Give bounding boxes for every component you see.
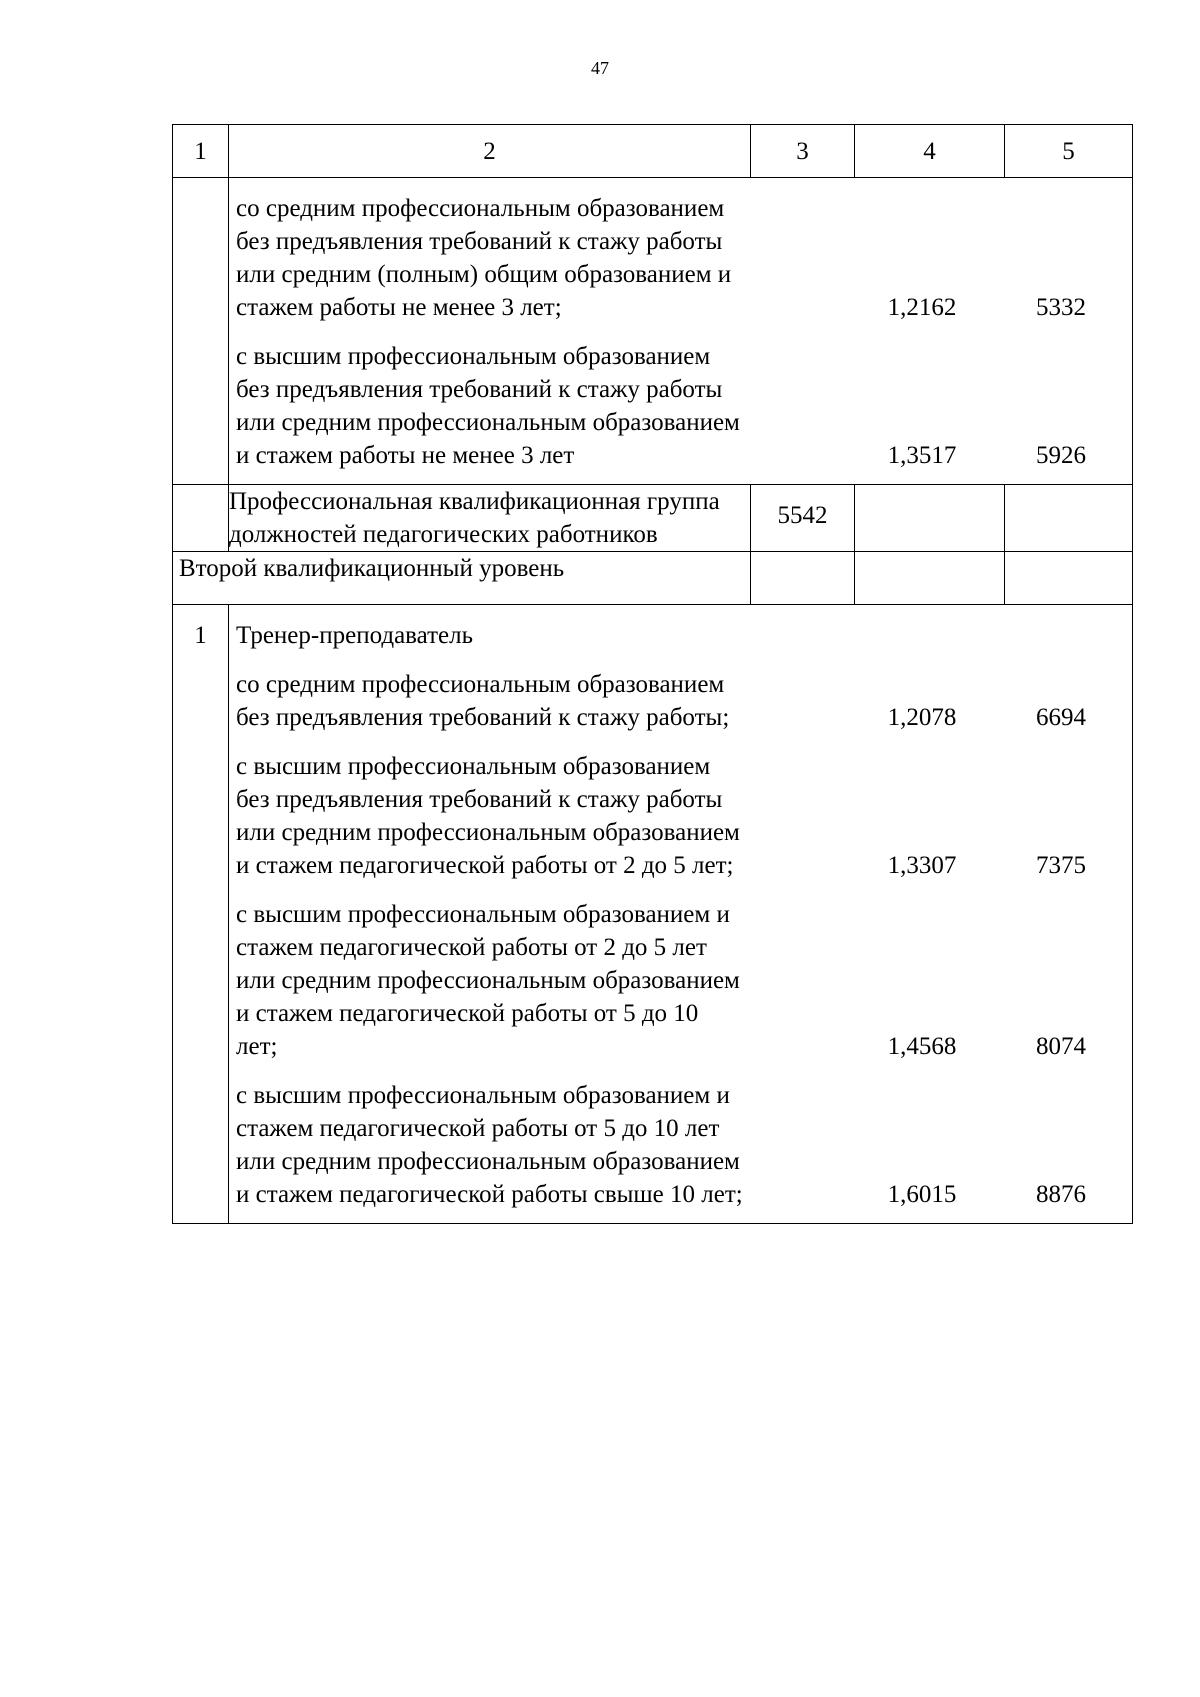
header-cell: 2 bbox=[229, 125, 751, 178]
empty-cell bbox=[1005, 552, 1133, 605]
qualification-text: с высшим профессиональным образованием и стажем педагогической работы от 2 до 5 лет или средним профессиональным образованием и стажем педагогической работы от 5 до 10 лет; bbox=[236, 901, 740, 1060]
salary-table bbox=[172, 124, 1133, 1224]
list-item bbox=[236, 750, 1124, 882]
salary-value: 8876 bbox=[1036, 1181, 1086, 1208]
entries-cell bbox=[229, 178, 1133, 485]
header-cell: 1 bbox=[173, 125, 229, 178]
table-row bbox=[173, 552, 1133, 605]
list-item bbox=[236, 340, 1124, 472]
table-row bbox=[173, 178, 1133, 485]
row-number-cell bbox=[173, 485, 229, 552]
table-row bbox=[173, 485, 1133, 552]
salary-value: 8074 bbox=[1036, 1033, 1086, 1060]
coefficient-value: 1,6015 bbox=[887, 1181, 957, 1208]
entries-cell bbox=[229, 605, 1133, 1224]
list-item bbox=[236, 668, 1124, 734]
header-cell: 4 bbox=[855, 125, 1005, 178]
header-cell: 5 bbox=[1005, 125, 1133, 178]
qualification-text: с высшим профессиональным образованием без предъявления требований к стажу работы или средним профессиональным образованием и стажем работы не менее 3 лет bbox=[236, 343, 740, 469]
header-cell: 3 bbox=[751, 125, 855, 178]
table-row bbox=[173, 605, 1133, 1224]
position-title: Тренер-преподаватель bbox=[236, 622, 473, 649]
empty-cell bbox=[855, 485, 1005, 552]
row-number: 1 bbox=[173, 605, 229, 1224]
row-number-cell bbox=[173, 178, 229, 485]
empty-cell bbox=[855, 552, 1005, 605]
coefficient-value: 1,2162 bbox=[887, 294, 957, 321]
coefficient-value: 1,4568 bbox=[887, 1033, 957, 1060]
page-number: 47 bbox=[591, 58, 609, 78]
list-item bbox=[236, 898, 1124, 1063]
salary-value: 7375 bbox=[1036, 852, 1086, 879]
qualification-text: со средним профессиональным образованием без предъявления требований к стажу работы или средним (полным) общим образованием и стажем работы не менее 3 лет; bbox=[236, 195, 732, 321]
base-salary-value: 5542 bbox=[751, 485, 855, 552]
coefficient-value: 1,2078 bbox=[887, 704, 957, 731]
coefficient-value: 1,3307 bbox=[887, 852, 957, 879]
empty-cell bbox=[751, 552, 855, 605]
table-header-row bbox=[173, 125, 1133, 178]
qualification-text: с высшим профессиональным образованием и стажем педагогической работы от 5 до 10 лет или средним профессиональным образованием и стажем педагогической работы свыше 10 лет; bbox=[236, 1082, 743, 1208]
salary-value: 5926 bbox=[1036, 442, 1086, 469]
group-title: Профессиональная квалификационная группа должностей педагогических работников bbox=[229, 485, 751, 552]
empty-cell bbox=[1005, 485, 1133, 552]
list-item bbox=[236, 1079, 1124, 1211]
coefficient-value: 1,3517 bbox=[887, 442, 957, 469]
qualification-level: Второй квалификационный уровень bbox=[173, 552, 751, 605]
list-item bbox=[236, 192, 1124, 324]
qualification-text: со средним профессиональным образованием без предъявления требований к стажу работы; bbox=[236, 671, 730, 731]
qualification-text: с высшим профессиональным образованием без предъявления требований к стажу работы или средним профессиональным образованием и стажем педагогической работы от 2 до 5 лет; bbox=[236, 753, 740, 879]
salary-value: 6694 bbox=[1036, 704, 1086, 731]
salary-value: 5332 bbox=[1036, 294, 1086, 321]
